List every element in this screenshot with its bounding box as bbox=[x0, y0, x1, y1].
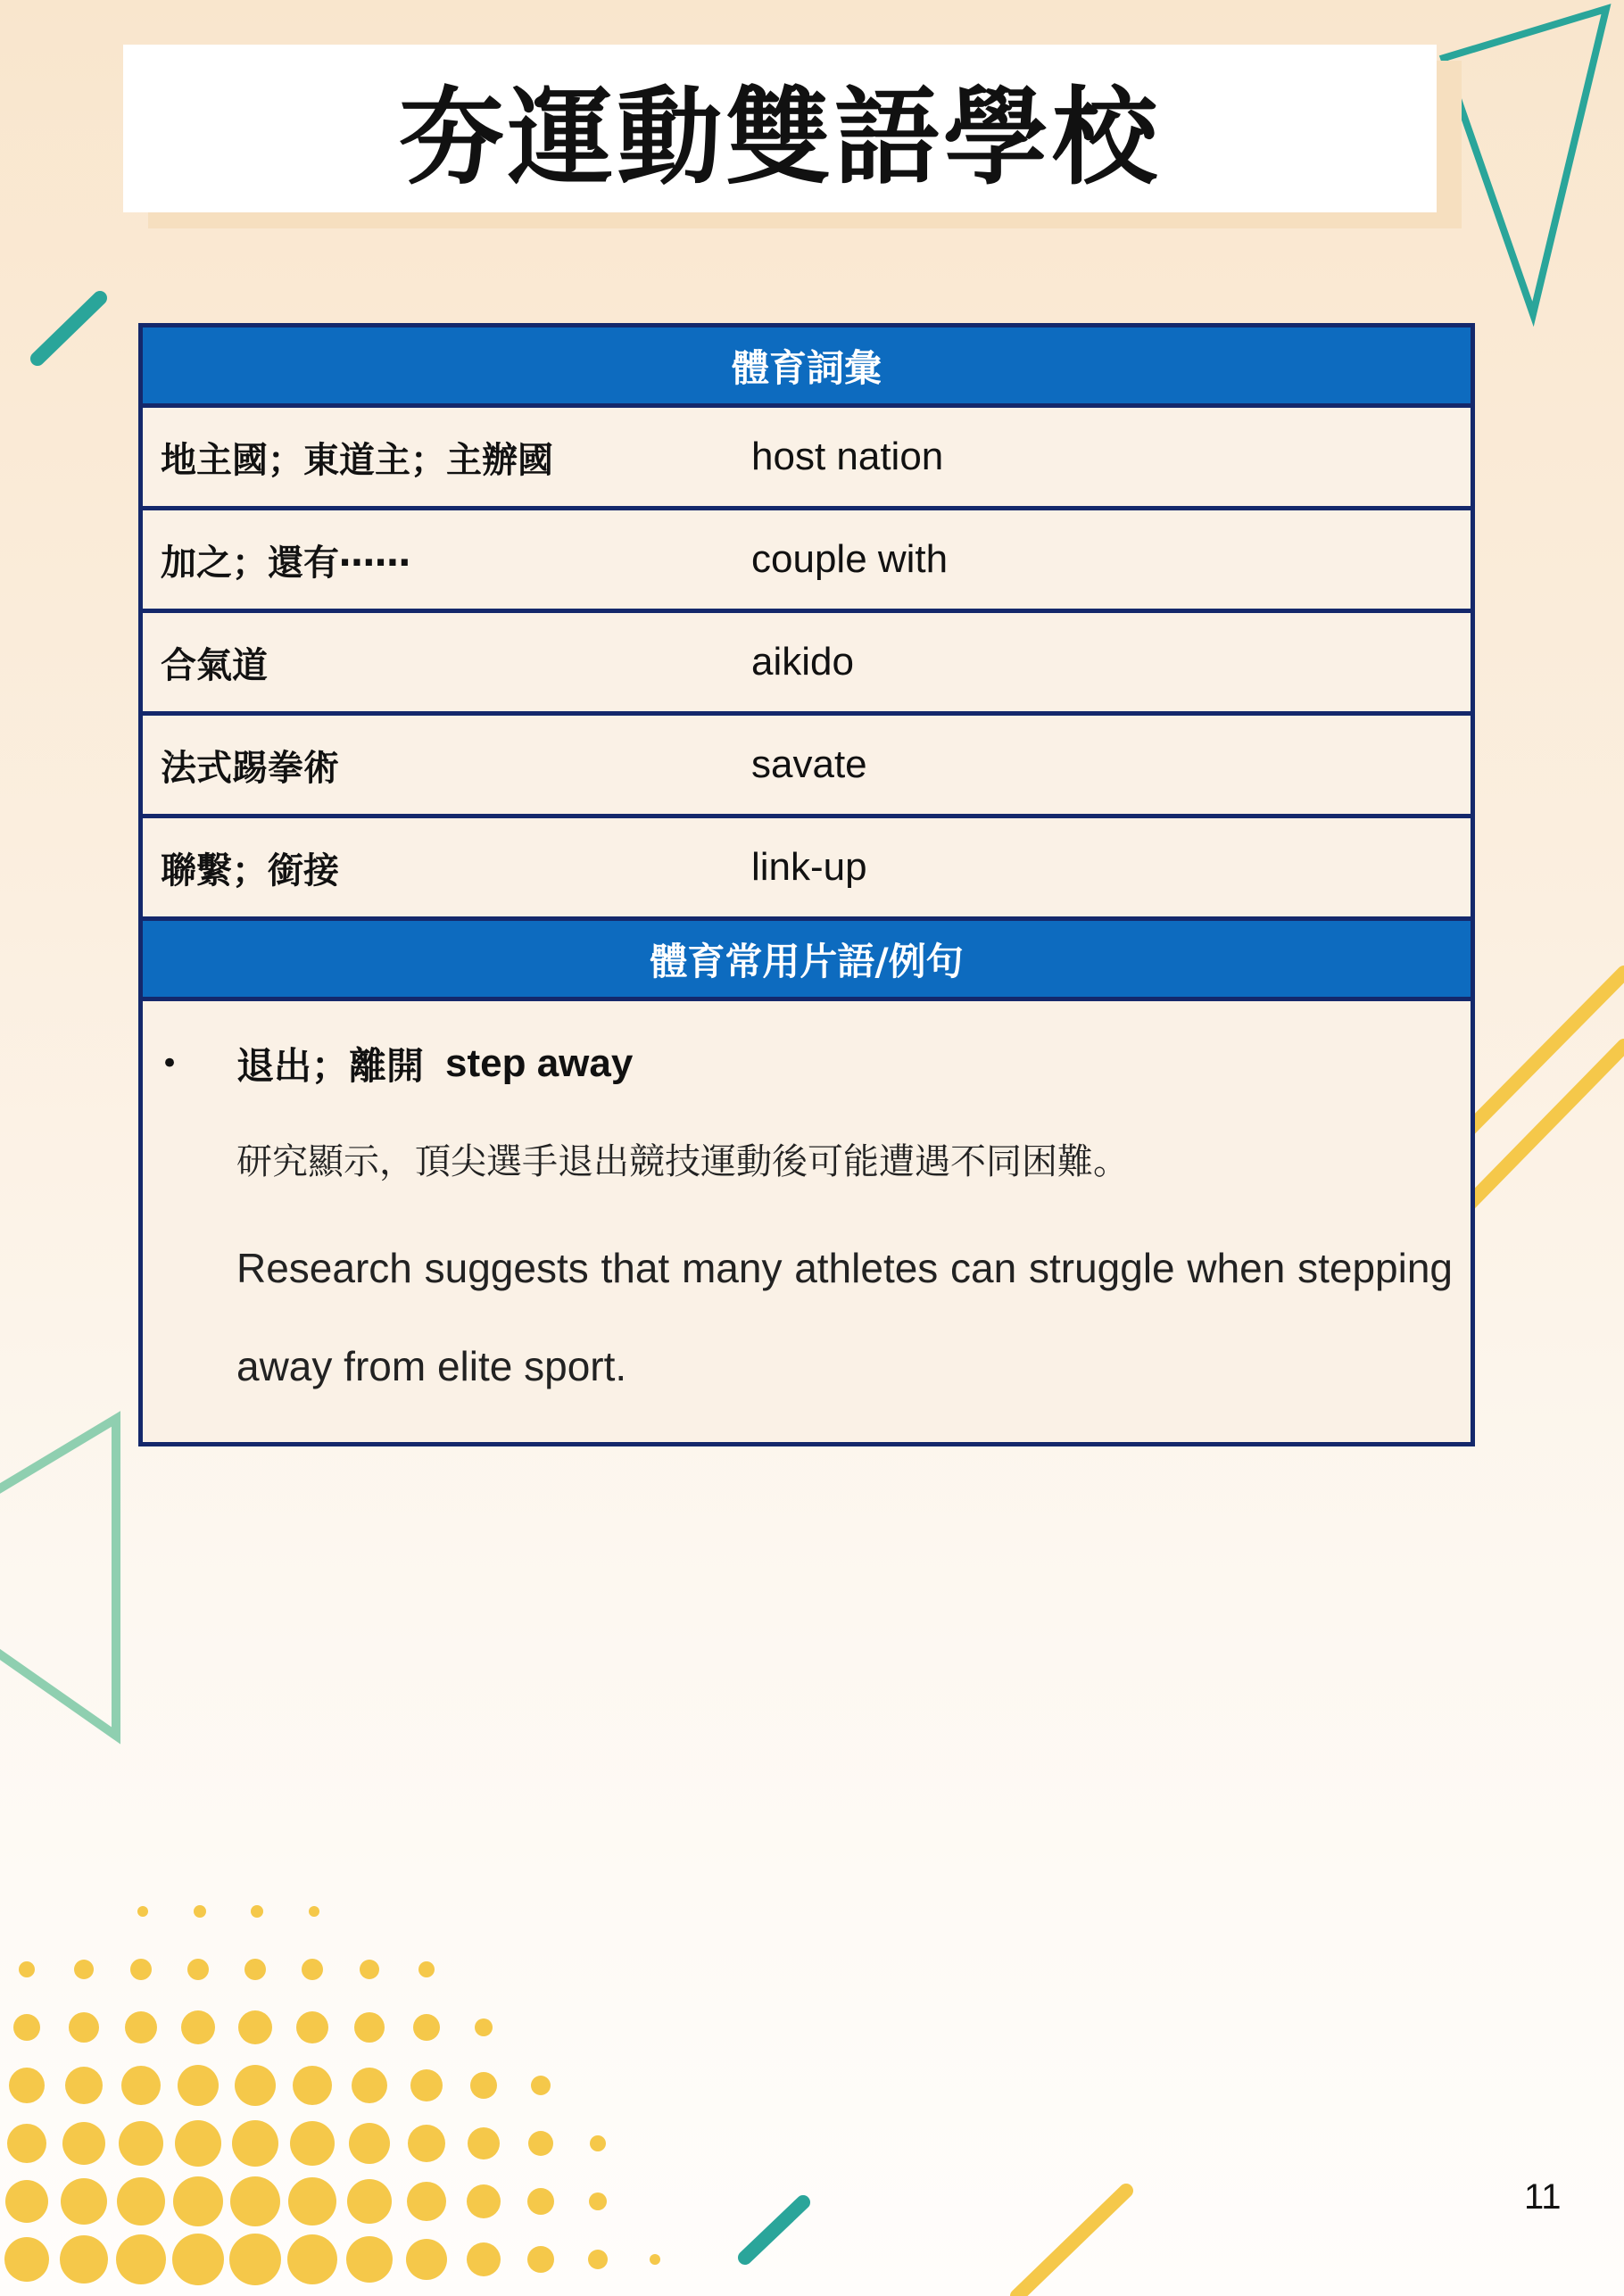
vocab-zh: 加之；還有⋯⋯ bbox=[161, 542, 410, 584]
vocab-zh: 合氣道 bbox=[161, 644, 268, 686]
teal-slash-icon bbox=[37, 298, 100, 359]
phrase-heading: 體育常用片語/例句 bbox=[143, 921, 1471, 1001]
vocab-row bbox=[143, 818, 1471, 921]
vocabulary-table bbox=[138, 323, 1475, 1446]
vocab-en: host nation bbox=[751, 435, 944, 478]
mint-triangle-icon bbox=[0, 1419, 116, 1736]
vocab-en: aikido bbox=[751, 640, 854, 684]
yellow-line-bottom-icon bbox=[1017, 2191, 1126, 2296]
yellow-line-icon-2 bbox=[1460, 1046, 1624, 1214]
bullet-icon: • bbox=[161, 1046, 179, 1082]
phrase-body bbox=[143, 1001, 1471, 1442]
vocab-zh: 地主國；東道主；主辦國 bbox=[161, 439, 553, 481]
dot-halftone-icon bbox=[4, 1905, 660, 2285]
teal-triangle-icon bbox=[1444, 9, 1606, 314]
vocab-row bbox=[143, 716, 1471, 818]
vocab-en: couple with bbox=[751, 537, 949, 581]
vocab-row bbox=[143, 408, 1471, 510]
teal-triangle-inner-icon bbox=[1437, 178, 1535, 312]
vocab-en: savate bbox=[751, 742, 867, 786]
phrase-line bbox=[161, 1028, 1453, 1099]
phrase-zh: 退出；離開 bbox=[236, 1044, 425, 1088]
vocab-row bbox=[143, 613, 1471, 716]
title-banner bbox=[123, 45, 1437, 212]
phrase-en: step away bbox=[445, 1041, 634, 1085]
vocab-row bbox=[143, 510, 1471, 613]
page-number: 11 bbox=[1524, 2177, 1562, 2217]
teal-slash-bottom-icon bbox=[745, 2202, 803, 2258]
vocab-zh: 法式踢拳術 bbox=[161, 747, 339, 789]
vocab-heading: 體育詞彙 bbox=[143, 327, 1471, 408]
vocab-zh: 聯繫；銜接 bbox=[161, 850, 339, 891]
page-title: 夯運動雙語學校 bbox=[398, 76, 1161, 199]
vocab-en: link-up bbox=[751, 845, 867, 889]
example-sentence-en: Research suggests that many athletes can struggle when stepping away from elite sport. bbox=[236, 1245, 1453, 1389]
example-sentence-zh: 研究顯示，頂尖選手退出競技運動後可能遭遇不同困難。 bbox=[236, 1141, 1129, 1182]
